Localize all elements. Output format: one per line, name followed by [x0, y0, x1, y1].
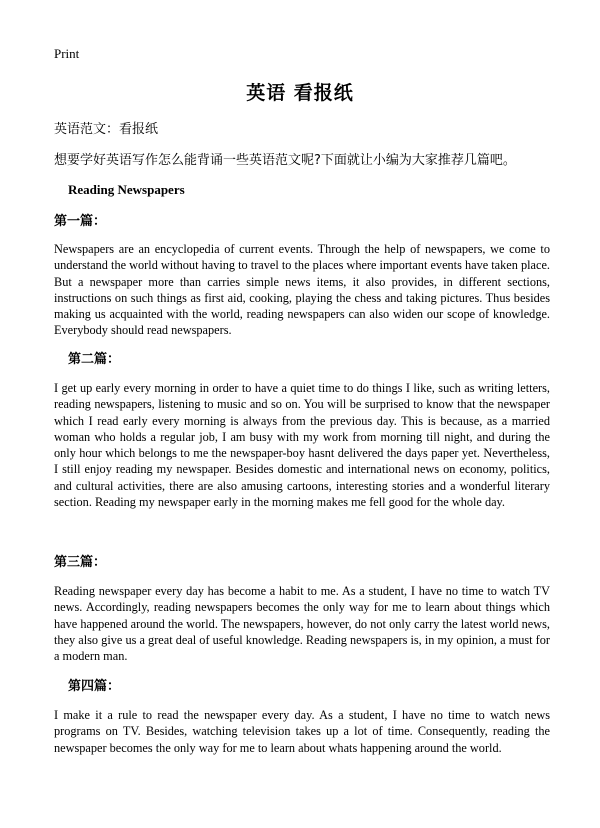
section-paragraph-4: I make it a rule to read the newspaper every day. As a student, I have no time to watch news programs on TV. Besides, watching television takes up a lot of time. Consequently, reading the newspaper becomes the only way for me to learn about whats happening around the world. [54, 708, 550, 755]
section-heading-1: 第一篇： [54, 214, 107, 229]
section-heading-3: 第三篇： [54, 555, 107, 570]
section-heading-2: 第二篇： [68, 352, 121, 367]
section-heading-4: 第四篇： [68, 679, 121, 694]
print-link[interactable]: Print [54, 46, 80, 61]
section-paragraph-1: Newspapers are an encyclopedia of current events. Through the help of newspapers, we come to understand the world without having to travel to the places where important events have taken place. But a newspaper more than carries simple news items, it also provides, in different sections, instructions on such things as first aid, cooking, playing the chess and taking pictures. Thus besides making us acquainted with the world, reading newspapers can also widen our scope of knowledge. Everybody should read newspapers. [54, 242, 550, 338]
essay-title: Reading Newspapers [68, 182, 185, 197]
section-paragraph-3: Reading newspaper every day has become a habit to me. As a student, I have no time to watch TV news. Accordingly, reading newspapers becomes the only way for me to learn about things which have happened around the world. The newspapers, however, do not only carry the latest world news, they also give us a great deal of useful knowledge. Reading newspapers is, in my opinion, a must for a modern man. [54, 584, 550, 664]
intro-text: 想要学好英语写作怎么能背诵一些英语范文呢?下面就让小编为大家推荐几篇吧。 [54, 153, 516, 168]
section-paragraph-2: I get up early every morning in order to have a quiet time to do things I like, such as writing letters, reading newspapers, listening to music and so on. You will be surprised to know that the newspaper which I read early every morning is always from the previous day. This is because, as a married woman who holds a regular job, I am busy with my work from morning till night, and during the only hour which belongs to me the newspaper-boy hasnt delivered the days paper yet. Nevertheless, I still enjoy reading my newspaper. Besides domestic and international news on economy, politics, and cultural activities, there are also amusing cartoons, interesting stories and a wonderful literary section. Reading my newspaper early in the morning makes me fell good for the whole day. [54, 381, 550, 510]
page-subtitle: 英语范文：看报纸 [54, 122, 159, 137]
page-title: 英语 看报纸 [246, 82, 354, 104]
